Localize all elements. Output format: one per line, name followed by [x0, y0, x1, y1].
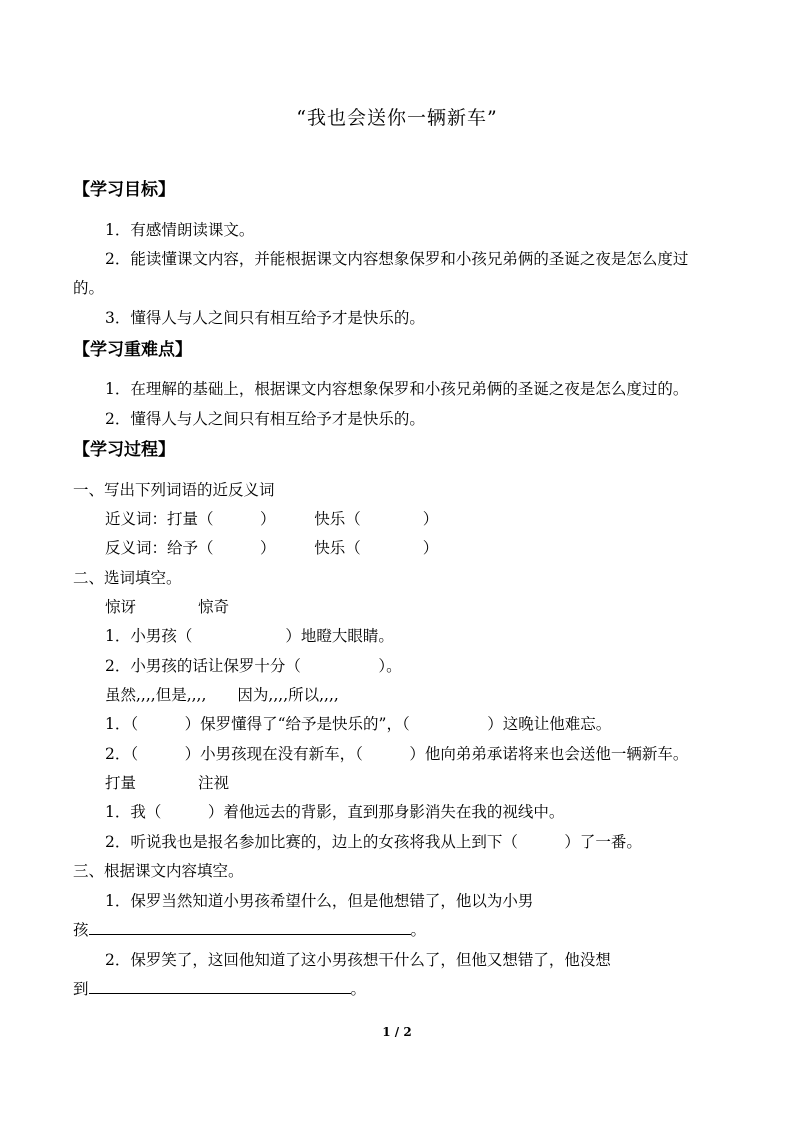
- q2-sentence-3: 1．（ ）保罗懂得了“给予是快乐的”，（ ）这晚让他难忘。: [105, 715, 612, 733]
- q2-title: 二、选词填空。: [73, 569, 182, 587]
- q3-sentence-1-blank-line: [73, 920, 426, 940]
- q1-antonyms: 反义词：给予（ ） 快乐（ ）: [105, 539, 439, 557]
- goal-item-1: 1．有感情朗读课文。: [105, 221, 255, 239]
- key-points-heading: 【学习重难点】: [73, 340, 192, 360]
- answer-blank[interactable]: [89, 979, 351, 994]
- q2-sentence-1: 1．小男孩（ ）地瞪大眼睛。: [105, 627, 394, 645]
- goal-item-2: 2．能读懂课文内容，并能根据课文内容想象保罗和小孩兄弟俩的圣诞之夜是怎么度过: [105, 250, 689, 268]
- q3-title: 三、根据课文内容填空。: [73, 862, 244, 880]
- q1-title: 一、写出下列词语的近反义词: [73, 481, 275, 499]
- q3-sentence-1: 1．保罗当然知道小男孩希望什么，但是他想错了，他以为小男: [105, 892, 534, 910]
- key-point-1: 1．在理解的基础上，根据课文内容想象保罗和小孩兄弟俩的圣诞之夜是怎么度过的。: [105, 380, 689, 398]
- q2-sentence-2: 2．小男孩的话让保罗十分（ ）。: [105, 657, 402, 675]
- document-title: “我也会送你一辆新车”: [296, 107, 498, 129]
- q3-sentence-1-suffix: 。: [410, 921, 427, 939]
- q3-sentence-2: 2．保罗笑了，这回他知道了这小男孩想干什么了，但他又想错了，他没想: [105, 951, 611, 969]
- q3-sentence-2-suffix: 。: [350, 980, 367, 998]
- goals-heading: 【学习目标】: [73, 180, 175, 200]
- q2-sentence-4: 2．（ ）小男孩现在没有新车，（ ）他向弟弟承诺将来也会送他一辆新车。: [105, 745, 689, 763]
- answer-blank[interactable]: [89, 920, 411, 935]
- goal-item-3: 3．懂得人与人之间只有相互给予才是快乐的。: [105, 309, 425, 327]
- q3-sentence-2-blank-line: [73, 979, 366, 999]
- q2-word-group-1: 惊讶 惊奇: [105, 598, 230, 616]
- q3-sentence-2-prefix: 到: [73, 980, 89, 998]
- goal-item-2-cont: 的。: [73, 279, 105, 297]
- q2-word-group-3: 打量 注视: [105, 774, 230, 792]
- process-heading: 【学习过程】: [73, 440, 175, 460]
- page-number: 1 / 2: [382, 1025, 412, 1039]
- q2-sentence-6: 2．听说我也是报名参加比赛的，边上的女孩将我从上到下（ ）了一番。: [105, 833, 642, 851]
- q1-synonyms: 近义词：打量（ ） 快乐（ ）: [105, 510, 439, 528]
- key-point-2: 2．懂得人与人之间只有相互给予才是快乐的。: [105, 410, 425, 428]
- q2-sentence-5: 1．我（ ）着他远去的背影，直到那身影消失在我的视线中。: [105, 803, 565, 821]
- q2-word-group-2: 虽然,,,,但是,,,, 因为,,,,所以,,,,: [105, 686, 339, 704]
- q3-sentence-1-prefix: 孩: [73, 921, 89, 939]
